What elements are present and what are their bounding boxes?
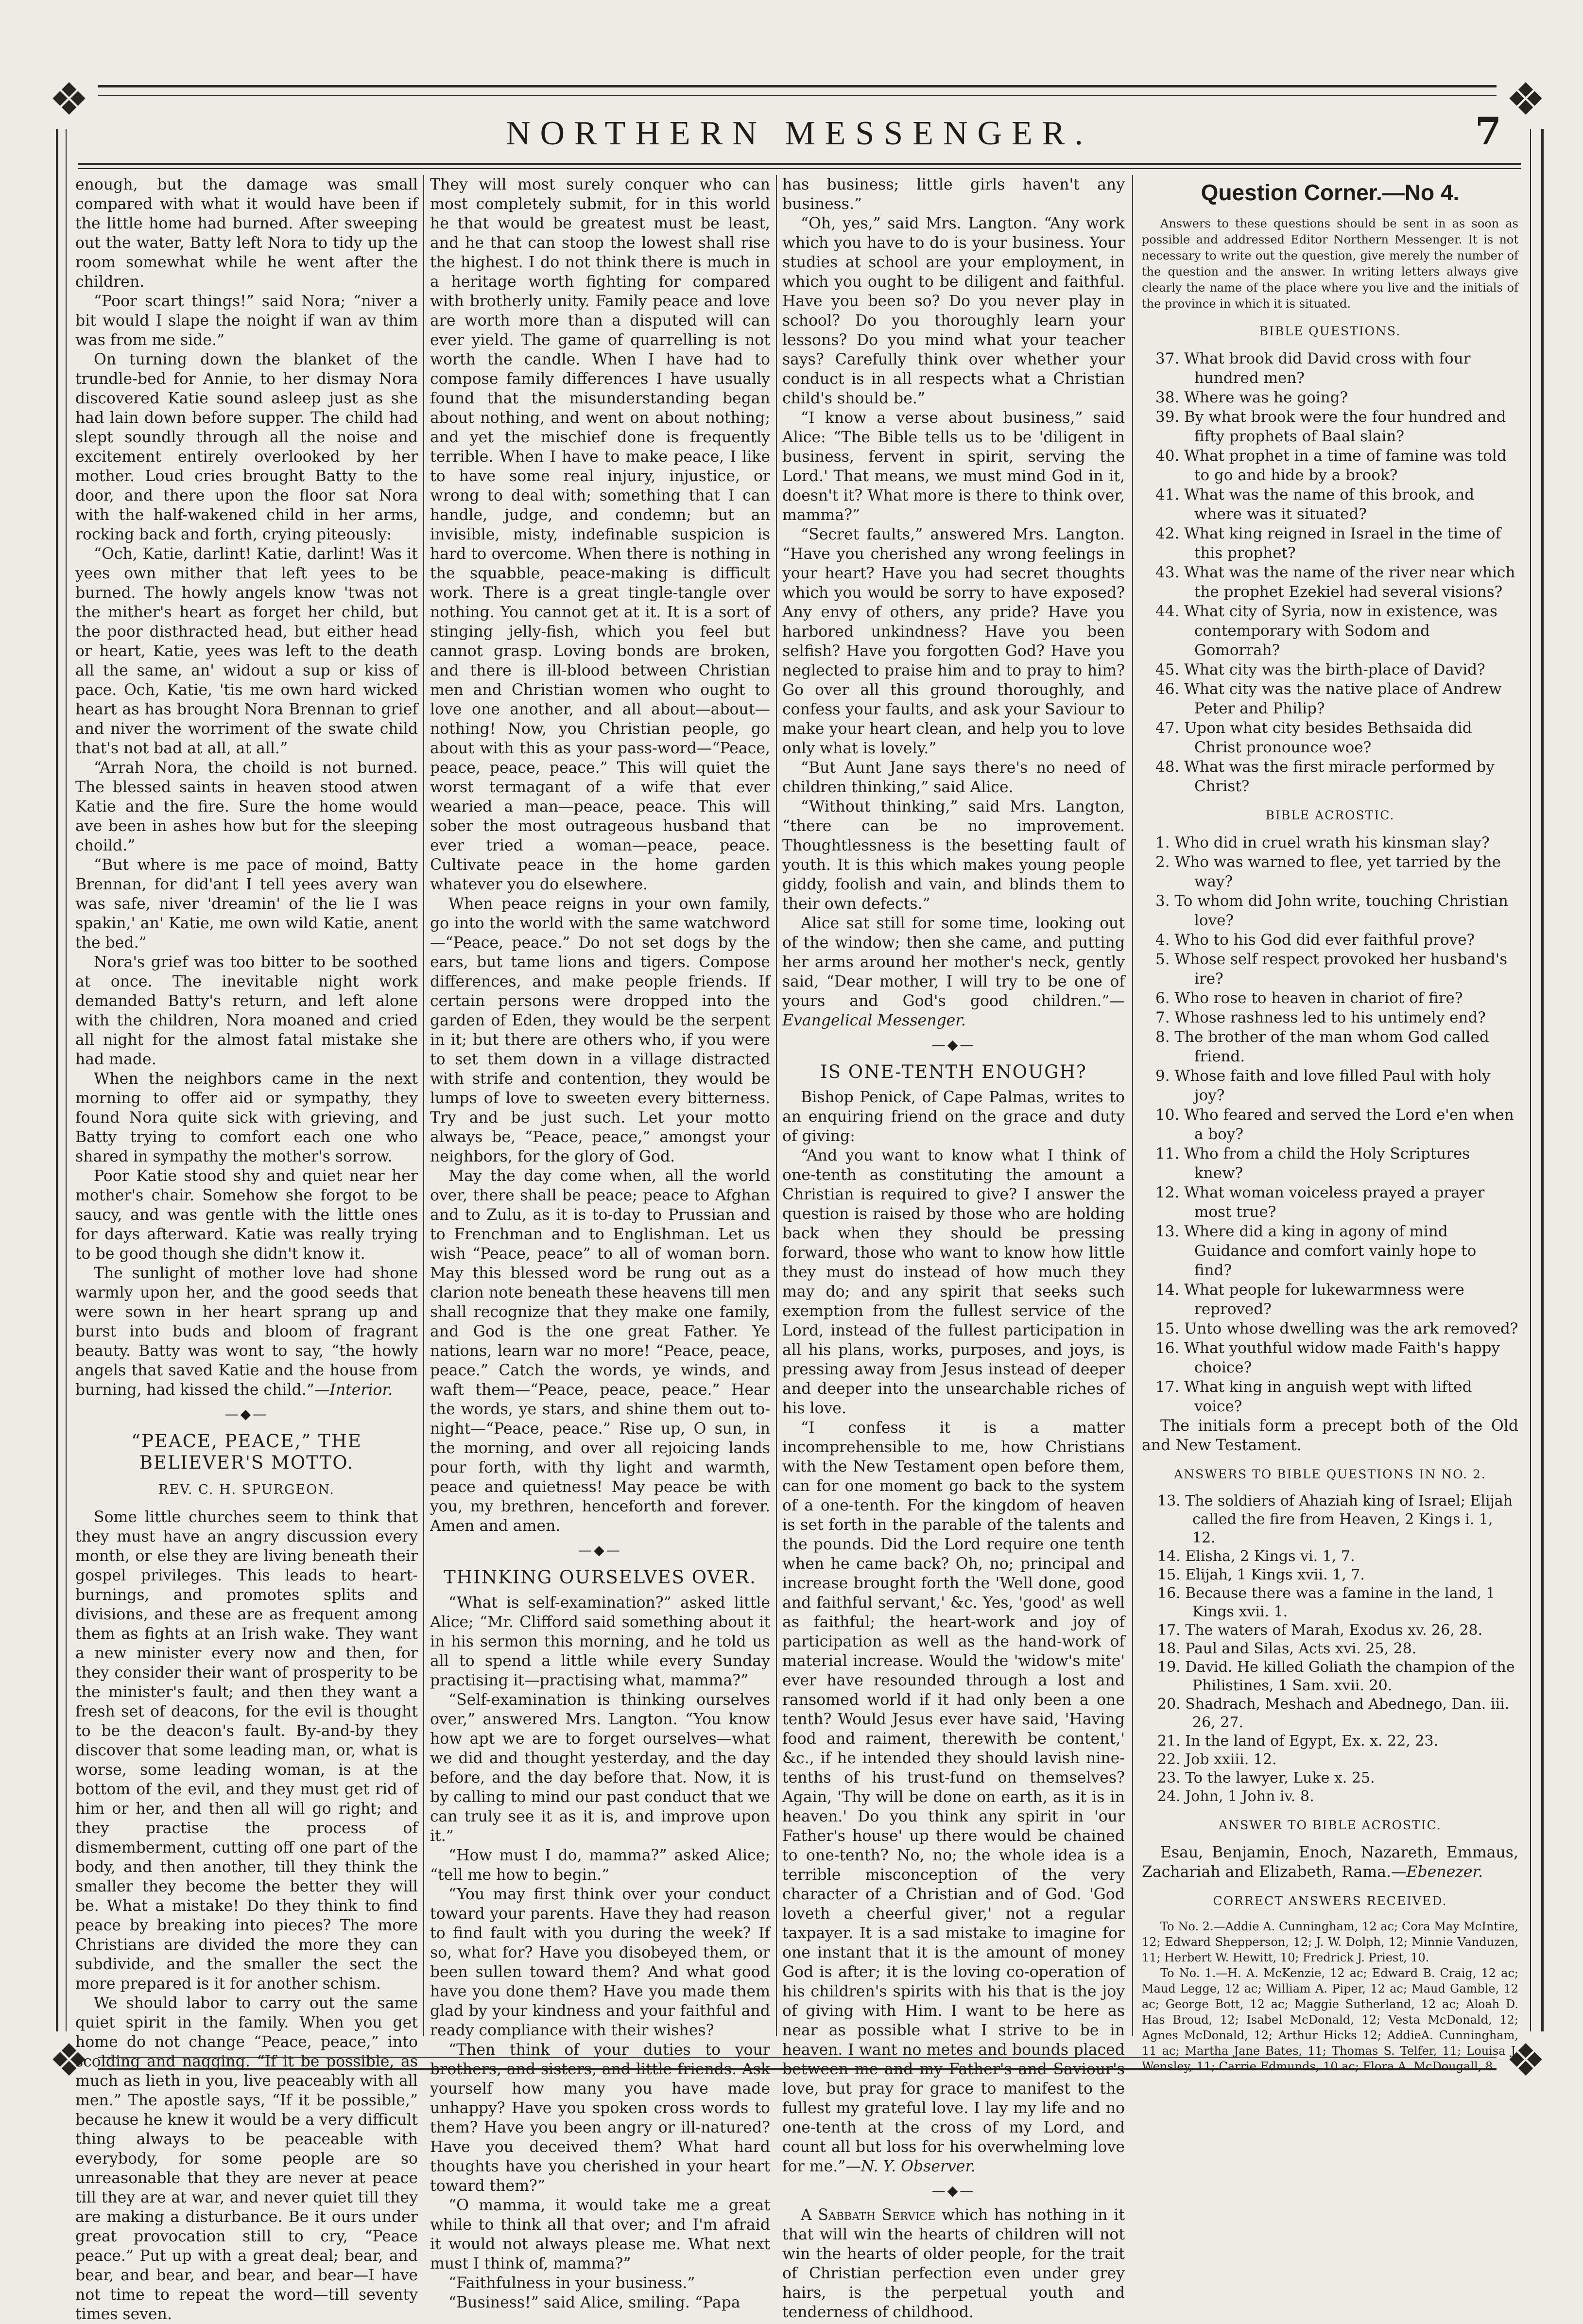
- list-item: 21. In the land of Egypt, Ex. x. 22, 23.: [1157, 1733, 1439, 1750]
- list-item: 14. What people for lukewarmness were reproved?: [1155, 1281, 1464, 1318]
- list-item: 16. What youthful widow made Faith's happy choice?: [1155, 1339, 1500, 1376]
- story-paragraph: Nora's grief was too bitter to be soothed at once. The inevitable night work demanded Batty's return, and left alone with the children, Nora moaned and cried all night for the almost fatal mistake she had made.: [75, 954, 418, 1068]
- question-corner-note: Answers to these questions should be sent in as soon as possible and addressed Editor Northern Messenger. It is not necessary to write out the question, give merely the number of the question and the answer. In writing letters always give clearly the name of the place where you live and the initials of the province in which it is situated.: [1142, 217, 1518, 311]
- list-item: 1. Who did in cruel wrath his kinsman slay?: [1155, 834, 1490, 851]
- list-item: 13. Where did a king in agony of mind Guidance and comfort vainly hope to find?: [1155, 1223, 1477, 1279]
- list-item: 46. What city was the native place of Andrew Peter and Philip?: [1155, 680, 1502, 717]
- article-paragraph: “You may first think over your conduct toward your parents. Have they had reason to find fault with you during the week? If so, what for? Have you disobeyed them, or been sullen toward them? And what good have you done them? Have you made them glad by your kindness and your faithful and ready compliance with their wishes?: [430, 1886, 770, 2039]
- corner-ornament-bottom-right: ❖: [1497, 2031, 1555, 2090]
- sabbath-service-text: which has nothing in it that will win the hearts of children will not win the hearts of older people, for the trait of Christian perfection even under grey hairs, is the perpetual youth and tenderness of childhood.: [782, 2206, 1125, 2321]
- acrostic-note: The initials form a precept both of the Old and New Testament.: [1142, 1417, 1518, 1454]
- answers-list: [1142, 1492, 1518, 1806]
- list-item: 6. Who rose to heaven in chariot of fire?: [1155, 989, 1463, 1007]
- list-item: 24. John, 1 John iv. 8.: [1157, 1788, 1314, 1805]
- sabbath-service-paragraph: [782, 2205, 1125, 2322]
- list-item: 17. What king in anguish wept with lifted voice?: [1155, 1378, 1472, 1415]
- article-paragraph: “Secret faults,” answered Mrs. Langton. “Have you cherished any wrong feelings in your heart? Have you had secret thoughts which you would be sorry to have exposed? Any envy of others, any pride? Have you harbored unkindness? Have you been selfish? Have you forgotten God? Have you neglected to praise him and to pray to him? Go over all this ground thoroughly, and confess your faults, and ask your Saviour to make your heart clean, and help you to love only what is lovely.”: [782, 526, 1125, 757]
- bible-acrostic-heading: BIBLE ACROSTIC.: [1265, 808, 1395, 822]
- article-paragraph: We should labor to carry out the same quiet spirit in the family. When you get home do not change “Peace, peace,” into scolding and nagging. “If it be possible, as much as lieth in you, live peaceably with all men.” The apostle says, “If it be possible,” because he knew it would be a very difficult thing always to be peaceable with everybody, for some people are so unreasonable that they are never at peace till they are at war, and never quiet till they are making a disturbance. Be it ours under great provocation still to cry, “Peace peace.” Put up with a great deal; bear, and bear, and bear, and bear, and bear—I have not time to repeat the word—till seventy times seven.: [75, 1994, 418, 2323]
- list-item: 41. What was the name of this brook, and where was it situated?: [1155, 486, 1475, 523]
- list-item: 3. To whom did John write, touching Christian love?: [1155, 892, 1508, 929]
- story-paragraph: “Och, Katie, darlint! Katie, darlint! Was it yees own mither that left yees to be burned. The howly angels know 'twas not the mither's heart as forget her child, but the poor disthracted head, but either head or heart, Katie, yees was left to the death all the same, an' widout a sup or kiss of pace. Och, Katie, 'tis me own hard wicked heart as has brought Nora Brennan to grief and niver the worriment of the swate child that's not bad at all, at all.”: [75, 545, 418, 757]
- acrostic-answer: [1142, 1843, 1518, 1882]
- answers-heading: ANSWERS TO BIBLE QUESTIONS IN NO. 2.: [1174, 1467, 1486, 1481]
- sabbath-service-lead: A Sabbath Service: [801, 2206, 936, 2224]
- acrostic-answer-text: Esau, Benjamin, Enoch, Nazareth, Emmaus, Zachariah and Elizabeth, Rama.—: [1142, 1844, 1518, 1881]
- article-source: Evangelical Messenger.: [782, 1012, 966, 1029]
- list-item: 18. Paul and Silas, Acts xvi. 25, 28.: [1157, 1640, 1417, 1657]
- list-item: 7. Whose rashness led to his untimely end?: [1155, 1009, 1486, 1026]
- story-source: Interior.: [329, 1381, 393, 1399]
- story-paragraph: “Arrah Nora, the choild is not burned. The blessed saints in heaven stood atwen Katie and the fire. Sure the home would ave been in ashes how but for the sleeping choild.”: [75, 759, 418, 854]
- acrostic-answer-heading: ANSWER TO BIBLE ACROSTIC.: [1219, 1818, 1442, 1832]
- article-source: N. Y. Observer.: [860, 2158, 976, 2175]
- page-number: 7: [1475, 109, 1501, 154]
- article-last-text: Alice sat still for some time, looking out of the window; then she came, and putting her arms around her mother's neck, gently said, “Dear mother, I will try to be one of yours and God's good children.”—: [782, 915, 1125, 1010]
- list-item: 22. Job xxiii. 12.: [1157, 1751, 1277, 1768]
- correct-answers-heading: CORRECT ANSWERS RECEIVED.: [1213, 1894, 1447, 1908]
- acrostic-answer-word: Ebenezer.: [1406, 1863, 1483, 1881]
- masthead-title: NORTHERN MESSENGER.: [505, 115, 1093, 152]
- article-paragraph: “Without thinking,” said Mrs. Langton, “there can be no improvement. Thoughtlessness is the besetting fault of youth. It is this which makes young people giddy, foolish and vain, and blinds them to their own defects.”: [782, 798, 1125, 913]
- article-paragraph: has business; little girls haven't any business.”: [782, 176, 1125, 213]
- masthead: [78, 109, 1521, 163]
- header-rule-thin: [78, 168, 1521, 169]
- list-item: 4. Who to his God did ever faithful prove?: [1155, 931, 1475, 949]
- story-paragraph: enough, but the damage was small compared with what it would have been if the little home had burned. After sweeping out the water, Batty left Nora to tidy up the room somewhat while he went after the children.: [75, 176, 418, 291]
- list-item: 39. By what brook were the four hundred and fifty prophets of Baal slain?: [1155, 408, 1506, 445]
- article-paragraph: May the day come when, all the world over, there shall be peace; peace to Afghan and to Zulu, as it is to-day to Prussian and to Frenchman and to Englishman. Let us wish “Peace, peace” to all of woman born. May this blessed word be rung out as a clarion note beneath these heavens till men shall recognize that they make one family, and God is the one great Father. Ye nations, learn war no more! “Peace, peace, peace.” Catch the words, ye winds, and waft them—“Peace, peace, peace.” Hear the words, ye stars, and shine them out to-night—“Peace, peace.” Rise up, O sun, in the morning, and over all rejoicing lands pour forth, with thy light and warmth, peace and quietness! May peace be with you, my brethren, henceforth and forever. Amen and amen.: [430, 1167, 770, 1535]
- column-rule-3: [1132, 175, 1133, 2036]
- story-paragraph: “Poor scart things!” said Nora; “niver a bit would I slape the noight if wan av thim was from me side.”: [75, 293, 418, 349]
- article-paragraph: “Oh, yes,” said Mrs. Langton. “Any work which you have to do is your business. Your studies at school are your employment, in which you ought to be diligent and faithful. Have you been so? Do you never play in school? Do you thoroughly learn your lessons? Do you mind what your teacher says? Carefully think over whether your conduct is in all respects what a Christian child's should be.”: [782, 215, 1125, 407]
- article-paragraph: When peace reigns in your own family, go into the world with the same watchword—“Peace, peace.” Do not set dogs by the ears, but tame lions and tigers. Compose differences, and make people friends. If certain persons were dropped into the garden of Eden, they would be the serpent in it; but there are others who, if you were to set them down in a village distracted with strife and contention, they would be lumps of love to sweeten every bitterness. Try and be just such. Let your motto always be, “Peace, peace,” amongst your neighbors, for the glory of God.: [430, 895, 770, 1165]
- list-item: 2. Who was warned to flee, yet tarried by the way?: [1155, 853, 1501, 890]
- correct-answers-no2: To No. 2.—Addie A. Cunningham, 12 ac; Cora May McIntire, 12; Edward Shepperson, 12; J. W. Dolph, 12; Minnie Vanduzen, 11; Herbert W. Hewitt, 10; Fredrick J. Priest, 10.: [1142, 1920, 1518, 1964]
- bible-questions-list: [1142, 349, 1518, 796]
- article-paragraph: [782, 1418, 1125, 2176]
- list-item: 14. Elisha, 2 Kings vi. 1, 7.: [1157, 1548, 1355, 1565]
- list-item: 15. Elijah, 1 Kings xvii. 1, 7.: [1157, 1566, 1365, 1583]
- list-item: 48. What was the first miracle performed by Christ?: [1155, 758, 1495, 795]
- corner-ornament-top-left: ❖: [40, 70, 98, 129]
- list-item: 37. What brook did David cross with four hundred men?: [1155, 350, 1471, 387]
- story-paragraph: [75, 1264, 418, 1400]
- correct-answers-no1: To No. 1.—H. A. McKenzie, 12 ac; Edward B. Craig, 12 ac; Maud Legge, 12 ac; William A. Piper, 12 ac; Maud Gamble, 12 ac; George Bott, 12 ac; Maggie Sutherland, 12 ac; Aloah D. Has Broud, 12; Isabel McDonald, 12; Vesta McDonald, 12; Agnes McDonald, 12; Arthur Hicks 12; AddieA. Cunningham, 11 ac; Martha Jane Bates, 11; Thomas S. Telfer, 11; Louisa J. Wensley, 11; Carrie Edmunds, 10 ac; Flora A. McDougall, 8.: [1142, 1966, 1518, 2073]
- list-item: 8. The brother of the man whom God called friend.: [1155, 1028, 1489, 1065]
- article-paragraph: [782, 914, 1125, 1030]
- story-paragraph: “But where is me pace of moind, Batty Brennan, for did'ant I tell yees avery wan was safe, niver 'dreamin' of the lie I was spakin,' an' Katie, me own wild Katie, anent the bed.”: [75, 856, 418, 952]
- list-item: 47. Upon what city besides Bethsaida did Christ pronounce woe?: [1155, 719, 1472, 756]
- bible-questions-heading: BIBLE QUESTIONS.: [1259, 324, 1401, 338]
- article-paragraph: “I know a verse about business,” said Alice: “The Bible tells us to be 'diligent in business, fervent in spirit, serving the Lord.' That means, we must mind God in it, doesn't it? What more is there to think over, mamma?”: [782, 409, 1125, 524]
- article-paragraph: “But Aunt Jane says there's no need of children thinking,” said Alice.: [782, 759, 1125, 796]
- list-item: 44. What city of Syria, now in existence, was contemporary with Sodom and Gomorrah?: [1155, 603, 1498, 659]
- question-corner-title: Question Corner.—No 4.: [1201, 180, 1460, 205]
- column-rule-1: [423, 175, 424, 2036]
- corner-ornament-top-right: ❖: [1497, 70, 1555, 129]
- separator-ornament: —◆—: [578, 1542, 622, 1558]
- article-paragraph: They will most surely conquer who can most completely submit, for in this world he that would be greatest must be least, and he that can stoop the lowest shall rise the highest. I do not think there is much in a heritage worth fighting for compared with brotherly unity. Family peace and love are worth more than a disputed will can ever yield. The game of quarrelling is not worth the candle. When I have had to compose family differences I have usually found that the misunderstanding began about nothing, and went on about nothing; and yet the mischief done is frequently terrible. When I have to make peace, I like to have some real injury, injustice, or wrong to deal with; something that I can handle, judge, and condemn; but an invisible, misty, indefinable suspicion is hard to overcome. When there is nothing in the squabble, peace-making is difficult work. There is a great tingle-tangle over nothing. You cannot get at it. It is a sort of stinging jelly-fish, which you feel but cannot grasp. Loving bonds are broken, and there is ill-blood between Christian men and Christian women who ought to love one another, and all about—about—nothing! Now, you Christian people, go about with this as your pass-word—“Peace, peace, peace, peace.” This will quiet the worst termagant of a wife that ever wearied a man—peace, peace. This will sober the most outrageous husband that ever tried a woman—peace, peace. Cultivate peace in the home garden whatever you do elsewhere.: [430, 176, 770, 893]
- column-rule-2: [776, 175, 777, 2036]
- column-3: [782, 175, 1125, 2321]
- story-paragraph: When the neighbors came in the next morning to offer aid or sympathy, they found Nora quite sick with grieving, and Batty trying to comfort each one who shared in sympathy the mother's sorrow.: [75, 1070, 418, 1165]
- separator-ornament: —◆—: [224, 1406, 269, 1422]
- article-paragraph: “Self-examination is thinking ourselves over,” answered Mrs. Langton. “You know how apt we are to forget ourselves—what we did and thought yesterday, and the day before, and the day before that. Now, it is by calling to mind our past conduct that we can truly see it as it is, and improve upon it.”: [430, 1691, 770, 1845]
- list-item: 43. What was the name of the river near which the prophet Ezekiel had several visions?: [1155, 564, 1515, 601]
- list-item: 13. The soldiers of Ahaziah king of Israel; Elijah called the fire from Heaven, 2 Kings i. 1, 12.: [1157, 1492, 1513, 1546]
- list-item: 42. What king reigned in Israel in the time of this prophet?: [1155, 525, 1501, 562]
- bible-acrostic-list: [1142, 833, 1518, 1416]
- story-paragraph: Poor Katie stood shy and quiet near her mother's chair. Somehow she forgot to be saucy, and was gentle with the little ones for days afterward. Katie was really trying to be good though she didn't know it.: [75, 1167, 418, 1263]
- column-1: [75, 175, 418, 2323]
- separator-ornament: —◆—: [931, 2183, 976, 2199]
- article-paragraph: Bishop Penick, of Cape Palmas, writes to an enquiring friend on the grace and duty of giving:: [782, 1089, 1125, 1145]
- article-last-text: “I confess it is a matter incomprehensible to me, how Christians with the New Testament open before them, can for one moment go back to the system of a one-tenth. For the kingdom of heaven is set forth in the parable of the talents and the pounds. Did the Lord require one tenth when he came back? Oh, no; principal and increase brought forth the 'Well done, good and faithful servant,' &c. Yes, 'good' as well as faithful; the heart-work and joy of participation as well as the hand-work of material increase. Would the 'widow's mite' ever have resounded through a lost and ransomed world if it had only been a one tenth? Would Jesus ever have said, 'Having food and raiment, therewith be content,' &c., if he intended they should lavish nine-tenths of his trust-fund on themselves? Again, 'Thy will be done on earth, as it is in heaven.' Do you think any spirit in 'our Father's house' up there would be chained to one-tenth? No, no; the whole idea is a terrible misconception of the very character of a Christian and of God. 'God loveth a cheerful giver,' not a regular taxpayer. It is a sad mistake to imagine for one instant that it is the amount of money God is after; it is the loving co-operation of his children's spirits with his that is the joy of giving with Him. I want to be here as near as possible what I strive to be in heaven. I want no metes and bounds placed between me and my Father's and Saviour's love, but pray for grace to manifest to the fullest my grateful love. I lay my life and no one-tenth at the cross of my Lord, and count all but loss for his overwhelming love for me.”—: [782, 1419, 1125, 2175]
- list-item: 40. What prophet in a time of famine was told to go and hide by a brook?: [1155, 447, 1507, 484]
- header-rule: [78, 163, 1521, 165]
- story-paragraph: On turning down the blanket of the trundle-bed for Annie, to her dismay Nora discovered Katie sound asleep just as she had lain down before supper. The child had slept soundly through all the noise and excitement entirely overlooked by her mother. Loud cries brought Batty to the door, and there upon the floor sat Nora with the half-wakened child in her arms, rocking back and forth, crying piteously:: [75, 351, 418, 543]
- column-2: [430, 175, 770, 2311]
- article-paragraph: “Faithfulness in your business.”: [448, 2274, 695, 2292]
- list-item: 20. Shadrach, Meshach and Abednego, Dan. iii. 26, 27.: [1157, 1696, 1510, 1731]
- list-item: 16. Because there was a famine in the land, 1 Kings xvii. 1.: [1157, 1585, 1496, 1620]
- column-4-question-corner: [1142, 175, 1518, 2073]
- list-item: 23. To the lawyer, Luke x. 25.: [1157, 1769, 1375, 1786]
- article-paragraph: “And you want to know what I think of one-tenth as constituting the amount a Christian is required to give? I answer the question is raised by those who are holding back when they should be pressing forward, those who want to know how little they must do instead of how much they may do; and any spirit that seeks such exemption from the fullest service of the Lord, instead of the fullest participation in all his plans, works, purposes, and joys, is pressing away from Jesus instead of deeper and deeper into the unsearchable riches of his love.: [782, 1147, 1125, 1417]
- corner-ornament-bottom-left: ❖: [40, 2031, 98, 2090]
- article-paragraph: Some little churches seem to think that they must have an angry discussion every month, or else they are living beneath their gospel privileges. This leads to heart-burnings, and promotes splits and divisions, and these are as frequent among them as fights at an Irish wake. They want a new minister every now and then, for they consider their want of prosperity to be the minister's fault; and then they want a fresh set of deacons, for the evil is thought to be the deacon's fault. By-and-by they discover that some leading man, or, what is worse, some leading woman, is at the bottom of the evil, and they must get rid of him or her, and then all will go right; and they practise the process of dismemberment, cutting off one part of the body, and then another, till they think the smaller they become the better they will be. What a mistake! Do they think to find peace by breaking into pieces? The more Christians are divided the more they can subdivide, and the smaller the sect the more prepared is it for another schism.: [75, 1509, 418, 1993]
- list-item: 15. Unto whose dwelling was the ark removed?: [1155, 1320, 1518, 1337]
- list-item: 5. Whose self respect provoked her husband's ire?: [1155, 951, 1508, 988]
- list-item: 45. What city was the birth-place of David?: [1155, 661, 1485, 678]
- list-item: 11. Who from a child the Holy Scriptures knew?: [1155, 1145, 1470, 1182]
- article-byline: REV. C. H. SPURGEON.: [158, 1482, 335, 1497]
- article-title-thinking: THINKING OURSELVES OVER.: [444, 1567, 757, 1588]
- list-item: 17. The waters of Marah, Exodus xv. 26, 28.: [1157, 1622, 1483, 1639]
- list-item: 12. What woman voiceless prayed a prayer most true?: [1155, 1184, 1485, 1221]
- article-title-peace: “PEACE, PEACE,” THE BELIEVER'S MOTTO.: [131, 1431, 362, 1473]
- separator-ornament: —◆—: [931, 1037, 976, 1053]
- list-item: 38. Where was he going?: [1155, 389, 1348, 406]
- article-paragraph: “What is self-examination?” asked little Alice; “Mr. Clifford said something about it in his sermon this morning, and he told us all to spend a little while every Sunday practising it—practising what, mamma?”: [430, 1594, 770, 1689]
- list-item: 10. Who feared and served the Lord e'en when a boy?: [1155, 1106, 1514, 1143]
- article-paragraph: “Business!” said Alice, smiling. “Papa: [448, 2294, 740, 2311]
- article-paragraph: “Then think of your duties to your brothers, and sisters, and little friends. Ask yourself how many you have made unhappy? Have you spoken cross words to them? Have you been angry or ill-natured? Have you deceived them? What hard thoughts have you cherished in your heart toward them?”: [430, 2041, 770, 2195]
- article-paragraph: “O mamma, it would take me a great while to think all that over; and I'm afraid it would not always please me. What next must I think of, mamma?”: [430, 2197, 770, 2272]
- list-item: 19. David. He killed Goliath the champion of the Philistines, 1 Sam. xvii. 20.: [1157, 1659, 1515, 1694]
- story-last-text: The sunlight of mother love had shone warmly upon her, and the good seeds that were sown in her heart sprang up and burst into buds and bloom of fragrant beauty. Batty was wont to say, “the howly angels that saved Katie and the house from burning, had kissed the child.”—: [75, 1265, 418, 1399]
- article-paragraph: “How must I do, mamma?” asked Alice; “tell me how to begin.”: [430, 1847, 770, 1884]
- list-item: 9. Whose faith and love filled Paul with holy joy?: [1155, 1067, 1491, 1104]
- article-title-one-tenth: IS ONE-TENTH ENOUGH?: [820, 1061, 1087, 1082]
